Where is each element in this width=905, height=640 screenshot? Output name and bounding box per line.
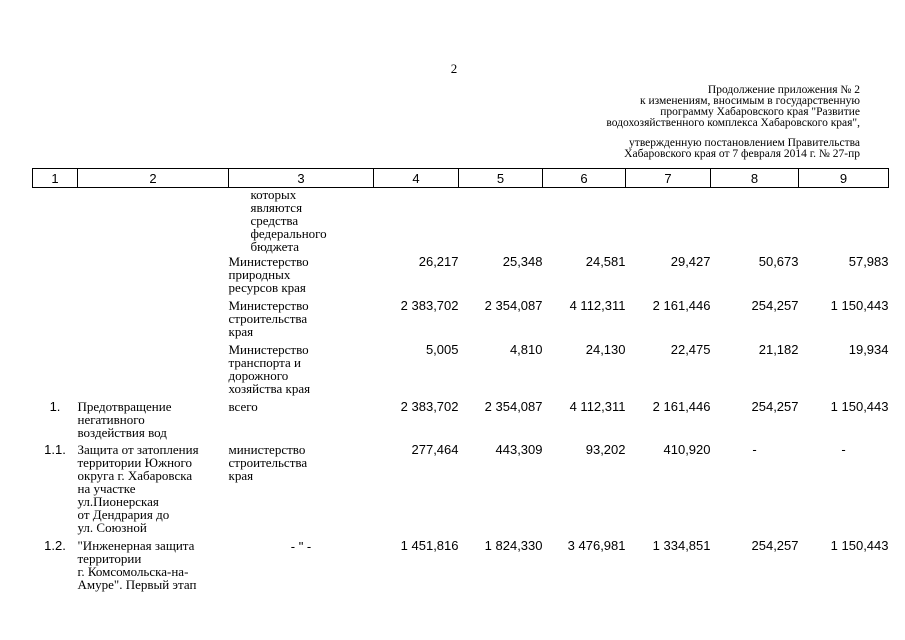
- row-executor: которых являются средства федерального бюджета: [250, 187, 327, 254]
- row-name: [78, 188, 229, 255]
- appendix-line: программу Хабаровского края "Развитие: [660, 106, 860, 118]
- row-index: [33, 343, 78, 400]
- row-name: [78, 299, 229, 343]
- value-cell-col4: [374, 188, 459, 255]
- value-cell-col8: 21,182: [758, 341, 799, 357]
- value-cell-col5: 443,309: [495, 441, 543, 457]
- appendix-line: Хабаровского края от 7 февраля 2014 г. № 27-пр: [624, 148, 860, 160]
- value-cell-col7: 22,475: [670, 341, 711, 357]
- value-cell-col5: 4,810: [509, 341, 543, 357]
- row-name: [78, 255, 229, 299]
- value-cell-col4: 2 383,702: [400, 297, 459, 313]
- value-cell-col5: 2 354,087: [484, 297, 543, 313]
- row-index: [33, 255, 78, 299]
- value-cell-col6: 4 112,311: [569, 297, 626, 313]
- value-cell-col9: 19,934: [848, 341, 889, 357]
- column-header-4: 4: [374, 169, 459, 188]
- row-executor: Министерство природных ресурсов края: [228, 253, 309, 295]
- value-cell-col6: 93,202: [585, 441, 626, 457]
- appendix-line: к изменениям, вносимым в государственную: [640, 95, 860, 107]
- column-header-9: 9: [799, 169, 889, 188]
- value-cell-col6: 24,130: [585, 341, 626, 357]
- value-cell-col8: -: [752, 441, 757, 457]
- value-cell-col9: -: [841, 441, 846, 457]
- value-cell-col9: 1 150,443: [830, 537, 889, 553]
- value-cell-col8: 254,257: [751, 398, 799, 414]
- appendix-line: водохозяйственного комплекса Хабаровского края",: [606, 117, 860, 129]
- value-cell-col4: 5,005: [425, 341, 459, 357]
- appendix-note: [560, 85, 860, 160]
- value-cell-col7: 410,920: [663, 441, 711, 457]
- value-cell-col8: [711, 188, 799, 255]
- value-cell-col6: 24,581: [585, 253, 626, 269]
- value-cell-col6: 4 112,311: [569, 398, 626, 414]
- column-header-6: 6: [543, 169, 626, 188]
- header-row: [33, 169, 889, 188]
- table-row: [33, 255, 889, 299]
- table-row: [33, 299, 889, 343]
- value-cell-col6: 3 476,981: [567, 537, 626, 553]
- row-name: "Инженерная защита территории г. Комсомольска-на- Амуре". Первый этап: [77, 537, 197, 592]
- column-header-3: 3: [229, 169, 374, 188]
- table-row: [33, 539, 889, 599]
- column-header-5: 5: [459, 169, 543, 188]
- value-cell-col9: [799, 188, 889, 255]
- value-cell-col7: 29,427: [670, 253, 711, 269]
- row-executor: Министерство строительства края: [228, 297, 309, 339]
- value-cell-col7: [626, 188, 711, 255]
- value-cell-col7: 1 334,851: [652, 537, 711, 553]
- column-header-8: 8: [711, 169, 799, 188]
- value-cell-col8: 50,673: [758, 253, 799, 269]
- value-cell-col5: 1 824,330: [484, 537, 543, 553]
- value-cell-col6: [543, 188, 626, 255]
- value-cell-col4: 2 383,702: [400, 398, 459, 414]
- row-executor: Министерство транспорта и дорожного хозяйства края: [228, 341, 311, 396]
- table-row: [33, 443, 889, 539]
- table-row: [33, 400, 889, 443]
- value-cell-col8: 254,257: [751, 537, 799, 553]
- row-index: [33, 299, 78, 343]
- value-cell-col7: 2 161,446: [652, 297, 711, 313]
- table-row: [33, 343, 889, 400]
- column-header-1: 1: [33, 169, 78, 188]
- value-cell-col4: 1 451,816: [400, 537, 459, 553]
- value-cell-col9: 57,983: [848, 253, 889, 269]
- row-index: 1.2.: [44, 537, 66, 553]
- row-index: [33, 188, 78, 255]
- value-cell-col4: 277,464: [411, 441, 459, 457]
- page-number: 2: [450, 61, 458, 76]
- row-executor: - " -: [290, 538, 312, 554]
- row-name: Предотвращение негативного воздействия вод: [77, 398, 172, 440]
- row-index: 1.1.: [44, 441, 66, 457]
- value-cell-col7: 2 161,446: [652, 398, 711, 414]
- value-cell-col9: 1 150,443: [830, 398, 889, 414]
- value-cell-col4: 26,217: [418, 253, 459, 269]
- row-index: 1.: [49, 398, 61, 414]
- row-executor: всего: [228, 398, 258, 414]
- value-cell-col5: 2 354,087: [484, 398, 543, 414]
- column-header-2: 2: [78, 169, 229, 188]
- table-body: [33, 188, 889, 599]
- appendix-line: Продолжение приложения № 2: [707, 84, 860, 96]
- row-executor: министерство строительства края: [228, 441, 308, 483]
- value-cell-col5: 25,348: [502, 253, 543, 269]
- appendix-line: утвержденную постановлением Правительства: [629, 137, 860, 149]
- value-cell-col8: 254,257: [751, 297, 799, 313]
- value-cell-col5: [459, 188, 543, 255]
- budget-table: [32, 168, 889, 599]
- row-name: Защита от затопления территории Южного округа г. Хабаровска на участке ул.Пионерская от Дендрария до ул. Союзной: [77, 441, 199, 535]
- column-header-7: 7: [626, 169, 711, 188]
- table-row: [33, 188, 889, 255]
- row-name: [78, 343, 229, 400]
- value-cell-col9: 1 150,443: [830, 297, 889, 313]
